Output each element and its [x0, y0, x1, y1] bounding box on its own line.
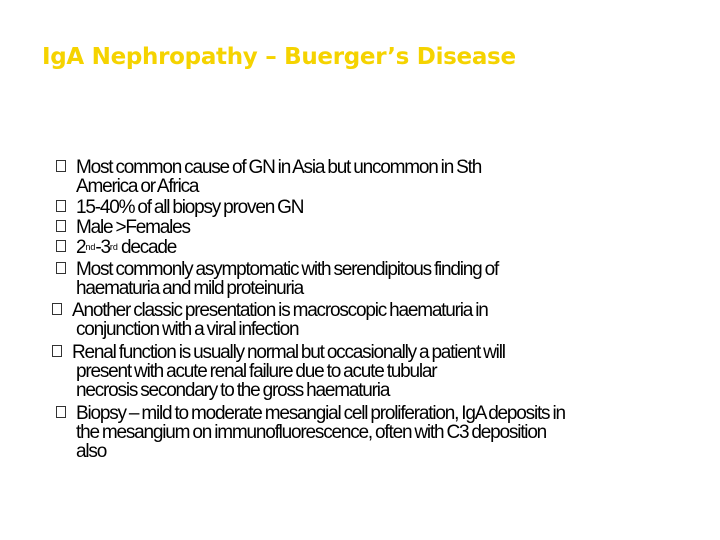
checkbox-bullet-icon [52, 345, 62, 357]
bullet-text: Renal function is usually normal but occasionally a patient will [72, 342, 505, 363]
bullet-item [56, 260, 498, 298]
bullet-text: Most commonly asymptomatic with serendipitous finding of [76, 259, 499, 280]
bullet-text: Another classic presentation is macroscopic haematuria in [72, 300, 488, 321]
checkbox-bullet-icon [52, 303, 62, 315]
checkbox-bullet-icon [56, 406, 66, 418]
checkbox-bullet-icon [56, 220, 66, 232]
bullet-text: also [76, 441, 107, 462]
bullet-item [52, 343, 505, 400]
bullet-item [56, 158, 481, 196]
bullet-text: haematuria and mild proteinuria [76, 278, 304, 299]
bullet-text: Biopsy – mild to moderate mesangial cell proliferation, IgA deposits in [76, 403, 565, 424]
bullet-text: 2nd-3rd decade [76, 237, 177, 258]
slide-title: IgA Nephropathy – Buerger’s Disease [42, 44, 516, 70]
bullet-text: 15-40% of all biopsy proven GN [76, 197, 304, 218]
checkbox-bullet-icon [56, 262, 66, 274]
bullet-text: necrosis secondary to the gross haematuria [76, 380, 390, 401]
bullet-text: the mesangium on immunofluorescence, often with C3 deposition [76, 422, 547, 443]
checkbox-bullet-icon [56, 160, 66, 172]
checkbox-bullet-icon [56, 240, 66, 252]
bullet-text: present with acute renal failure due to acute tubular [76, 361, 437, 382]
bullet-item [56, 238, 176, 257]
bullet-item [52, 301, 488, 339]
bullet-text: Most common cause of GN in Asia but uncommon in Sth [76, 157, 482, 178]
bullet-text: conjunction with a viral infection [76, 319, 299, 340]
bullet-text: America or Africa [76, 176, 199, 197]
checkbox-bullet-icon [56, 200, 66, 212]
bullet-item [56, 198, 303, 217]
bullet-item [56, 218, 190, 237]
bullet-text: Male >Females [76, 217, 190, 238]
bullet-item [56, 404, 565, 461]
